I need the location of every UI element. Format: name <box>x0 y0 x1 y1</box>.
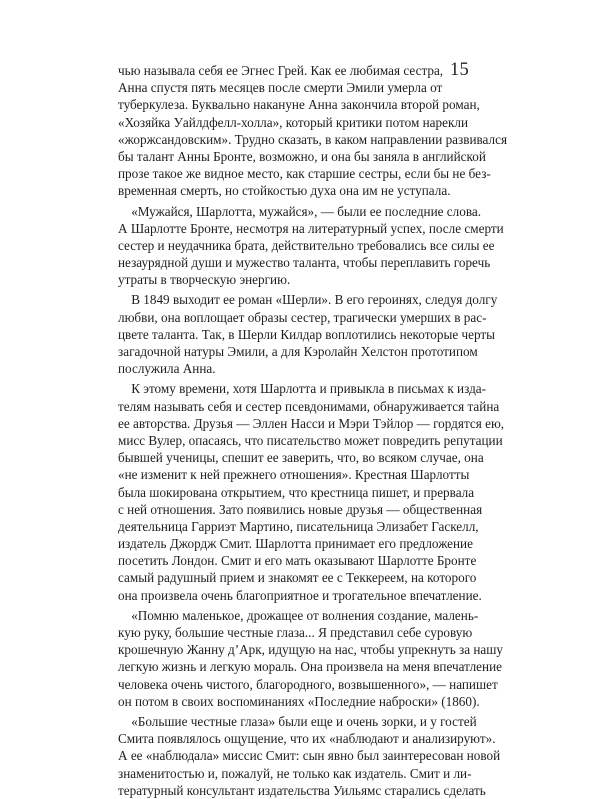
text-line: К этому времени, хотя Шарлотта и привыкла в письмах к изда- <box>118 381 487 397</box>
text-line: самый радушный прием и знакомят ее с Теккереем, на которого <box>118 570 477 586</box>
paragraph-4 <box>118 380 505 603</box>
text-line: В 1849 выходит ее роман «Шерли». В его героинях, следуя долгу <box>118 292 498 308</box>
text-line: «Хозяйка Уайлдфелл-холла», который критики потом нарекли <box>118 114 469 130</box>
text-line: цвете таланта. Так, в Шерли Килдар воплотились некоторые черты <box>118 326 496 342</box>
text-line: человека очень чистого, благородного, возвышенного», — напишет <box>118 676 498 692</box>
paragraph-5 <box>118 607 504 710</box>
text-line: бы талант Анны Бронте, возможно, и она бы заняла в английской <box>118 148 486 164</box>
text-line: А ее «наблюдала» миссис Смит: сын явно был заинтересован новой <box>118 748 501 764</box>
text-line: сестер и неудачника брата, действительно требовались все силы ее <box>118 237 495 253</box>
text-line: «Мужайся, Шарлотта, мужайся», — были ее последние слова. <box>118 203 482 219</box>
text-line: деятельница Гарриэт Мартино, писательница Элизабет Гаскелл, <box>118 518 479 534</box>
text-line: посетить Лондон. Смит и его мать оказывают Шарлотте Бронте <box>118 553 477 569</box>
text-line: с ней отношения. Зато появились новые друзья — общественная <box>118 501 483 517</box>
page-number: 15 <box>450 60 469 80</box>
text-line: А Шарлотте Бронте, несмотря на литературный успех, после смерти <box>118 220 504 236</box>
text-line: она произвела очень благоприятное и трогательное впечатление. <box>118 587 482 603</box>
text-line: мисс Вулер, опасаясь, что писательство может повредить репутации <box>118 432 503 448</box>
text-line: незаурядной души и мужество таланта, чтобы переплавить горечь <box>118 255 491 271</box>
text-line: послужила Анна. <box>118 361 216 377</box>
paragraph-3 <box>118 291 498 377</box>
paragraph-2 <box>118 203 504 289</box>
text-line: знаменитостью и, пожалуй, не только как издатель. Смит и ли- <box>118 765 472 781</box>
text-line: он потом в своих воспоминаниях «Последние наброски» (1860). <box>118 693 480 709</box>
paragraph-1 <box>118 62 508 200</box>
text-line: «жоржсандовским». Трудно сказать, в каком направлении развивался <box>118 131 508 147</box>
text-line: «Помню маленькое, дрожащее от волнения создание, малень- <box>118 607 479 623</box>
text-line: прозе такое же видное место, как старшие сестры, если бы не без- <box>118 166 491 182</box>
text-line: издатель Джордж Смит. Шарлотта принимает его предложение <box>118 536 473 552</box>
text-line: легкую жизнь и легкую мораль. Она произвела на меня впечатление <box>118 659 502 675</box>
paragraph-6 <box>118 713 501 799</box>
text-line: Анна спустя пять месяцев после смерти Эмили умерла от <box>118 80 443 96</box>
text-line: крошечную Жанну д’Арк, идущую на нас, чтобы упрекнуть за нашу <box>118 642 504 658</box>
text-line: бывшей ученицы, спешит ее заверить, что, во всяком случае, она <box>118 450 484 466</box>
text-line: тературный консультант издательства Уильямс старались сделать <box>118 782 486 798</box>
text-line: туберкулеза. Буквально накануне Анна закончила второй роман, <box>118 97 480 113</box>
text-line: утраты в творческую энергию. <box>118 272 291 288</box>
text-line: временная смерть, но стойкостью духа она им не уступала. <box>118 183 451 199</box>
text-line: «не изменит к ней прежнего отношения». Крестная Шарлотты <box>118 467 470 483</box>
text-line: телям называть себя и сестер псевдонимами, обнаруживается тайна <box>118 398 500 414</box>
text-line: кую руку, большие честные глаза... Я представил себе суровую <box>118 625 473 640</box>
body-text <box>118 62 508 799</box>
text-line: Смита появлялось ощущение, что их «наблюдают и анализируют». <box>118 731 496 747</box>
text-line: любви, она воплощает образы сестер, трагически умерших в рас- <box>118 309 487 325</box>
text-line: была шокирована открытием, что крестница пишет, и прервала <box>118 484 475 500</box>
text-line: загадочной натуры Эмили, а для Кэролайн Хелстон прототипом <box>118 344 478 359</box>
text-line: чью называла себя ее Эгнес Грей. Как ее любимая сестра, <box>118 63 444 78</box>
text-line: ее авторства. Друзья — Эллен Насси и Мэри Тэйлор — гордятся ею, <box>118 415 505 431</box>
text-line: «Большие честные глаза» были еще и очень зорки, и у гостей <box>118 713 477 729</box>
